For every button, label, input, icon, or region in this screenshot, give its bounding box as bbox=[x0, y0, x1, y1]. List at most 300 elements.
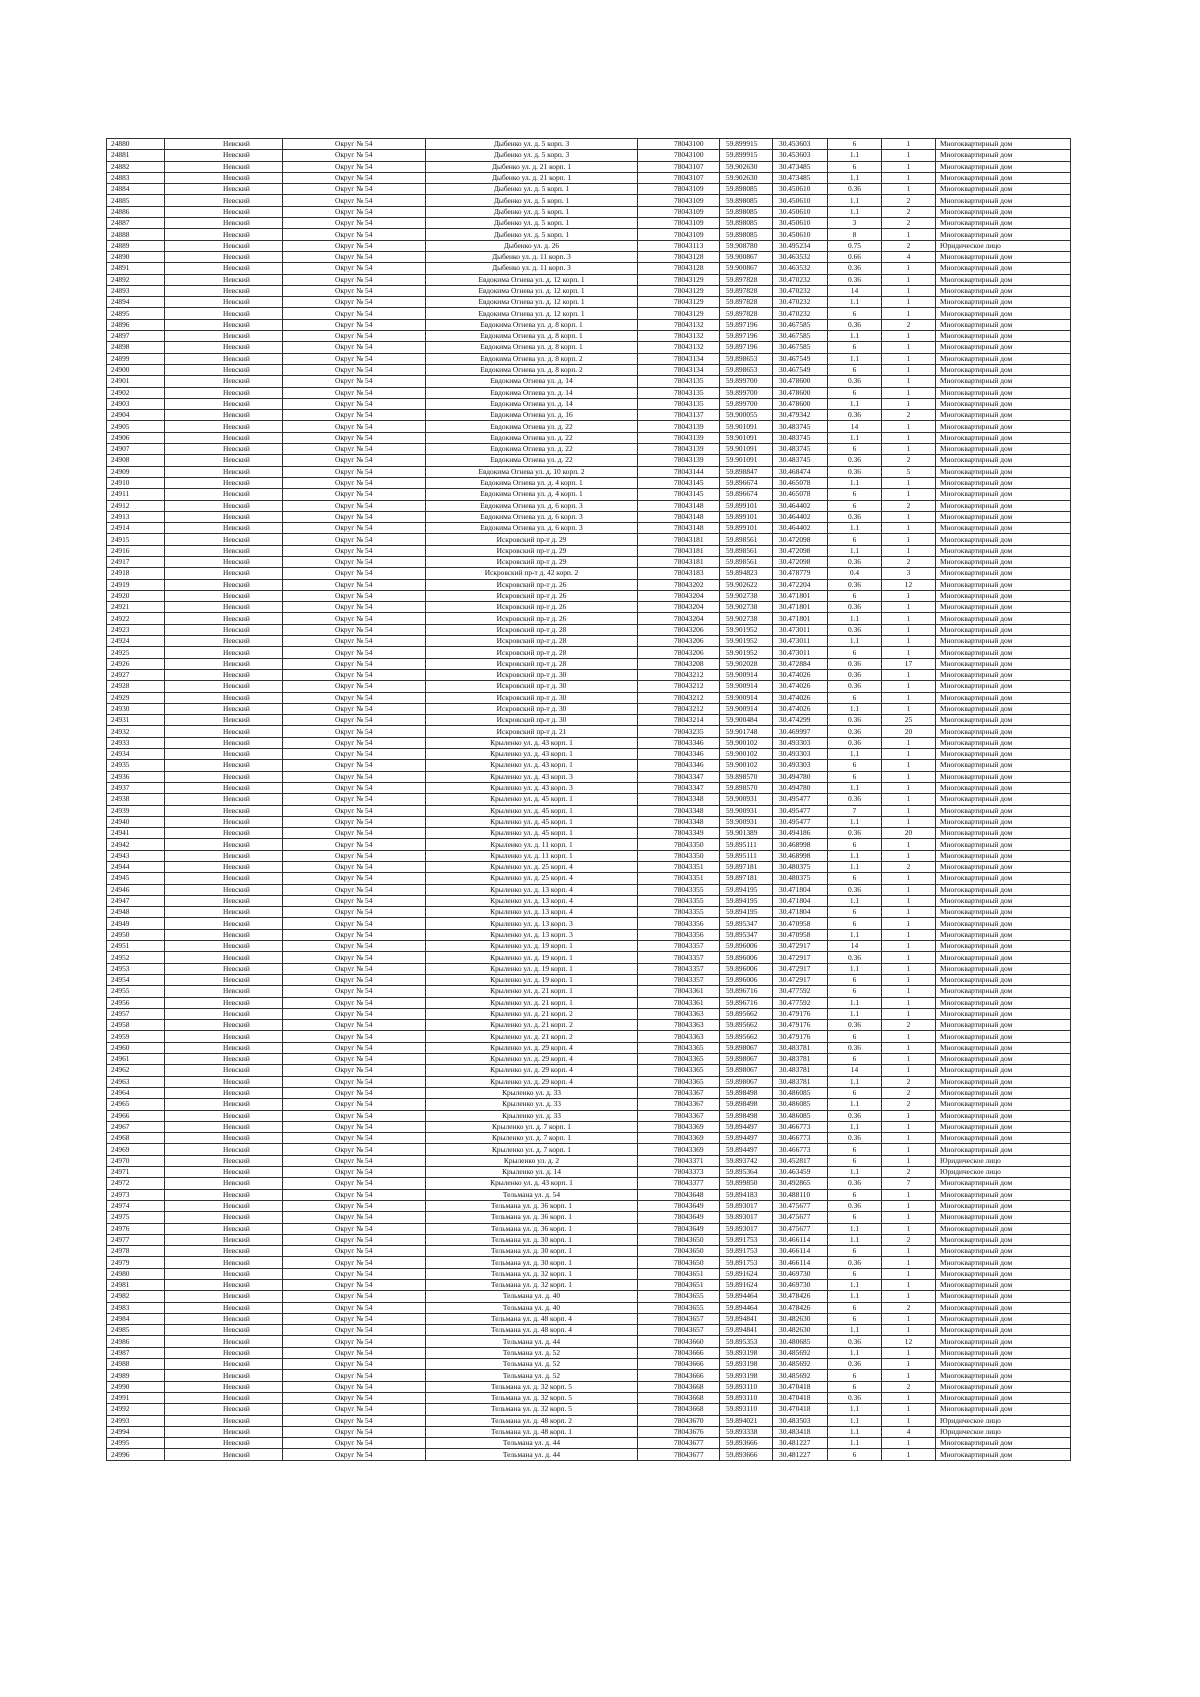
area-cell: 6 bbox=[828, 647, 882, 658]
quantity-cell: 1 bbox=[882, 602, 936, 613]
okrug-cell: Округ № 54 bbox=[283, 1200, 426, 1211]
latitude-cell: 59.901952 bbox=[720, 636, 773, 647]
area-cell: 1.1 bbox=[828, 636, 882, 647]
code-cell: 78043365 bbox=[638, 1042, 720, 1053]
okrug-cell: Округ № 54 bbox=[283, 466, 426, 477]
object-type-cell: Многоквартирный дом bbox=[936, 794, 1071, 805]
code-cell: 78043346 bbox=[638, 760, 720, 771]
district-cell: Невский bbox=[165, 161, 283, 172]
row-number-cell: 24928 bbox=[107, 681, 165, 692]
row-number-cell: 24992 bbox=[107, 1404, 165, 1415]
row-number-cell: 24961 bbox=[107, 1054, 165, 1065]
table-row bbox=[107, 1234, 1071, 1245]
object-type-cell: Многоквартирный дом bbox=[936, 251, 1071, 262]
district-cell: Невский bbox=[165, 726, 283, 737]
table-row bbox=[107, 1178, 1071, 1189]
area-cell: 1.1 bbox=[828, 1438, 882, 1449]
area-cell: 6 bbox=[828, 534, 882, 545]
table-row bbox=[107, 1099, 1071, 1110]
okrug-cell: Округ № 54 bbox=[283, 1087, 426, 1098]
quantity-cell: 1 bbox=[882, 511, 936, 522]
area-cell: 1.1 bbox=[828, 1291, 882, 1302]
row-number-cell: 24891 bbox=[107, 263, 165, 274]
okrug-cell: Округ № 54 bbox=[283, 172, 426, 183]
longitude-cell: 30.464402 bbox=[773, 523, 828, 534]
area-cell: 0.36 bbox=[828, 1133, 882, 1144]
table-row bbox=[107, 1189, 1071, 1200]
okrug-cell: Округ № 54 bbox=[283, 1020, 426, 1031]
latitude-cell: 59.893666 bbox=[720, 1449, 773, 1460]
address-cell: Искровский пр-т д. 29 bbox=[426, 534, 638, 545]
district-cell: Невский bbox=[165, 895, 283, 906]
okrug-cell: Округ № 54 bbox=[283, 263, 426, 274]
address-cell: Дыбенко ул. д. 5 корп. 3 bbox=[426, 139, 638, 150]
district-cell: Невский bbox=[165, 1099, 283, 1110]
quantity-cell: 1 bbox=[882, 150, 936, 161]
row-number-cell: 24899 bbox=[107, 353, 165, 364]
address-cell: Дыбенко ул. д. 5 корп. 1 bbox=[426, 218, 638, 229]
quantity-cell: 1 bbox=[882, 331, 936, 342]
latitude-cell: 59.897181 bbox=[720, 862, 773, 873]
address-cell: Крыленко ул. д. 11 корп. 1 bbox=[426, 839, 638, 850]
okrug-cell: Округ № 54 bbox=[283, 444, 426, 455]
latitude-cell: 59.898085 bbox=[720, 184, 773, 195]
code-cell: 78043145 bbox=[638, 477, 720, 488]
object-type-cell: Многоквартирный дом bbox=[936, 986, 1071, 997]
latitude-cell: 59.898498 bbox=[720, 1099, 773, 1110]
area-cell: 6 bbox=[828, 387, 882, 398]
code-cell: 78043113 bbox=[638, 240, 720, 251]
quantity-cell: 1 bbox=[882, 952, 936, 963]
address-cell: Тельмана ул. д. 36 корп. 1 bbox=[426, 1212, 638, 1223]
table-row bbox=[107, 1212, 1071, 1223]
longitude-cell: 30.494186 bbox=[773, 828, 828, 839]
longitude-cell: 30.486085 bbox=[773, 1087, 828, 1098]
longitude-cell: 30.483781 bbox=[773, 1054, 828, 1065]
table-row bbox=[107, 1133, 1071, 1144]
row-number-cell: 24957 bbox=[107, 1008, 165, 1019]
latitude-cell: 59.893017 bbox=[720, 1212, 773, 1223]
row-number-cell: 24994 bbox=[107, 1426, 165, 1437]
quantity-cell: 1 bbox=[882, 523, 936, 534]
object-type-cell: Многоквартирный дом bbox=[936, 195, 1071, 206]
table-row bbox=[107, 251, 1071, 262]
district-cell: Невский bbox=[165, 805, 283, 816]
table-row bbox=[107, 364, 1071, 375]
area-cell: 1.1 bbox=[828, 862, 882, 873]
row-number-cell: 24907 bbox=[107, 444, 165, 455]
object-type-cell: Многоквартирный дом bbox=[936, 364, 1071, 375]
code-cell: 78043649 bbox=[638, 1200, 720, 1211]
object-type-cell: Многоквартирный дом bbox=[936, 150, 1071, 161]
address-cell: Крыленко ул. д. 2 bbox=[426, 1155, 638, 1166]
object-type-cell: Многоквартирный дом bbox=[936, 556, 1071, 567]
address-cell: Крыленко ул. д. 11 корп. 1 bbox=[426, 850, 638, 861]
code-cell: 78043135 bbox=[638, 398, 720, 409]
district-cell: Невский bbox=[165, 703, 283, 714]
row-number-cell: 24963 bbox=[107, 1076, 165, 1087]
okrug-cell: Округ № 54 bbox=[283, 1155, 426, 1166]
okrug-cell: Округ № 54 bbox=[283, 1359, 426, 1370]
code-cell: 78043212 bbox=[638, 669, 720, 680]
district-cell: Невский bbox=[165, 636, 283, 647]
quantity-cell: 1 bbox=[882, 353, 936, 364]
row-number-cell: 24919 bbox=[107, 579, 165, 590]
longitude-cell: 30.483745 bbox=[773, 455, 828, 466]
object-type-cell: Многоквартирный дом bbox=[936, 421, 1071, 432]
district-cell: Невский bbox=[165, 568, 283, 579]
latitude-cell: 59.895111 bbox=[720, 839, 773, 850]
okrug-cell: Округ № 54 bbox=[283, 986, 426, 997]
quantity-cell: 1 bbox=[882, 782, 936, 793]
row-number-cell: 24893 bbox=[107, 285, 165, 296]
row-number-cell: 24885 bbox=[107, 195, 165, 206]
area-cell: 1.1 bbox=[828, 816, 882, 827]
area-cell: 1.1 bbox=[828, 895, 882, 906]
object-type-cell: Многоквартирный дом bbox=[936, 263, 1071, 274]
object-type-cell: Многоквартирный дом bbox=[936, 1054, 1071, 1065]
area-cell: 6 bbox=[828, 1381, 882, 1392]
latitude-cell: 59.899915 bbox=[720, 150, 773, 161]
okrug-cell: Округ № 54 bbox=[283, 511, 426, 522]
object-type-cell: Многоквартирный дом bbox=[936, 1133, 1071, 1144]
row-number-cell: 24983 bbox=[107, 1302, 165, 1313]
row-number-cell: 24927 bbox=[107, 669, 165, 680]
area-cell: 0.36 bbox=[828, 1336, 882, 1347]
row-number-cell: 24941 bbox=[107, 828, 165, 839]
area-cell: 0.36 bbox=[828, 1359, 882, 1370]
okrug-cell: Округ № 54 bbox=[283, 1404, 426, 1415]
object-type-cell: Многоквартирный дом bbox=[936, 963, 1071, 974]
latitude-cell: 59.895364 bbox=[720, 1167, 773, 1178]
district-cell: Невский bbox=[165, 1325, 283, 1336]
address-cell: Крыленко ул. д. 13 корп. 3 bbox=[426, 929, 638, 940]
longitude-cell: 30.450610 bbox=[773, 195, 828, 206]
longitude-cell: 30.450610 bbox=[773, 184, 828, 195]
address-cell: Евдокима Огнева ул. д. 12 корп. 1 bbox=[426, 297, 638, 308]
area-cell: 0.4 bbox=[828, 568, 882, 579]
latitude-cell: 59.897196 bbox=[720, 319, 773, 330]
row-number-cell: 24898 bbox=[107, 342, 165, 353]
table-row bbox=[107, 161, 1071, 172]
longitude-cell: 30.475677 bbox=[773, 1200, 828, 1211]
okrug-cell: Округ № 54 bbox=[283, 342, 426, 353]
address-cell: Крыленко ул. д. 13 корп. 3 bbox=[426, 918, 638, 929]
latitude-cell: 59.894497 bbox=[720, 1144, 773, 1155]
quantity-cell: 1 bbox=[882, 444, 936, 455]
table-row bbox=[107, 139, 1071, 150]
latitude-cell: 59.893198 bbox=[720, 1359, 773, 1370]
object-type-cell: Многоквартирный дом bbox=[936, 681, 1071, 692]
district-cell: Невский bbox=[165, 500, 283, 511]
district-cell: Невский bbox=[165, 1415, 283, 1426]
row-number-cell: 24962 bbox=[107, 1065, 165, 1076]
latitude-cell: 59.894195 bbox=[720, 895, 773, 906]
table-row bbox=[107, 568, 1071, 579]
area-cell: 0.36 bbox=[828, 602, 882, 613]
table-row bbox=[107, 477, 1071, 488]
longitude-cell: 30.479176 bbox=[773, 1008, 828, 1019]
table-row bbox=[107, 669, 1071, 680]
address-cell: Дыбенко ул. д. 5 корп. 1 bbox=[426, 195, 638, 206]
code-cell: 78043148 bbox=[638, 511, 720, 522]
longitude-cell: 30.468998 bbox=[773, 839, 828, 850]
quantity-cell: 2 bbox=[882, 218, 936, 229]
code-cell: 78043107 bbox=[638, 172, 720, 183]
code-cell: 78043202 bbox=[638, 579, 720, 590]
row-number-cell: 24977 bbox=[107, 1234, 165, 1245]
latitude-cell: 59.893338 bbox=[720, 1426, 773, 1437]
quantity-cell: 1 bbox=[882, 1404, 936, 1415]
longitude-cell: 30.493303 bbox=[773, 749, 828, 760]
okrug-cell: Округ № 54 bbox=[283, 139, 426, 150]
latitude-cell: 59.897828 bbox=[720, 274, 773, 285]
table-row bbox=[107, 1381, 1071, 1392]
okrug-cell: Округ № 54 bbox=[283, 1438, 426, 1449]
latitude-cell: 59.898067 bbox=[720, 1042, 773, 1053]
row-number-cell: 24951 bbox=[107, 941, 165, 952]
address-cell: Крыленко ул. д. 21 корп. 2 bbox=[426, 1031, 638, 1042]
area-cell: 6 bbox=[828, 364, 882, 375]
latitude-cell: 59.891753 bbox=[720, 1246, 773, 1257]
address-cell: Крыленко ул. д. 33 bbox=[426, 1110, 638, 1121]
object-type-cell: Многоквартирный дом bbox=[936, 602, 1071, 613]
district-cell: Невский bbox=[165, 1234, 283, 1245]
quantity-cell: 20 bbox=[882, 828, 936, 839]
district-cell: Невский bbox=[165, 455, 283, 466]
longitude-cell: 30.469997 bbox=[773, 726, 828, 737]
latitude-cell: 59.901952 bbox=[720, 624, 773, 635]
longitude-cell: 30.469730 bbox=[773, 1268, 828, 1279]
object-type-cell: Многоквартирный дом bbox=[936, 1234, 1071, 1245]
latitude-cell: 59.893110 bbox=[720, 1404, 773, 1415]
table-row bbox=[107, 297, 1071, 308]
object-type-cell: Многоквартирный дом bbox=[936, 342, 1071, 353]
address-cell: Крыленко ул. д. 14 bbox=[426, 1167, 638, 1178]
okrug-cell: Округ № 54 bbox=[283, 1313, 426, 1324]
quantity-cell: 7 bbox=[882, 1178, 936, 1189]
okrug-cell: Округ № 54 bbox=[283, 432, 426, 443]
quantity-cell: 1 bbox=[882, 376, 936, 387]
longitude-cell: 30.463532 bbox=[773, 263, 828, 274]
area-cell: 1.1 bbox=[828, 523, 882, 534]
table-row bbox=[107, 862, 1071, 873]
latitude-cell: 59.899101 bbox=[720, 523, 773, 534]
row-number-cell: 24935 bbox=[107, 760, 165, 771]
object-type-cell: Многоквартирный дом bbox=[936, 1212, 1071, 1223]
latitude-cell: 59.897828 bbox=[720, 285, 773, 296]
okrug-cell: Округ № 54 bbox=[283, 229, 426, 240]
table-row bbox=[107, 523, 1071, 534]
district-cell: Невский bbox=[165, 1257, 283, 1268]
table-row bbox=[107, 534, 1071, 545]
row-number-cell: 24908 bbox=[107, 455, 165, 466]
longitude-cell: 30.478426 bbox=[773, 1291, 828, 1302]
longitude-cell: 30.472098 bbox=[773, 545, 828, 556]
area-cell: 1.1 bbox=[828, 432, 882, 443]
quantity-cell: 1 bbox=[882, 850, 936, 861]
okrug-cell: Округ № 54 bbox=[283, 1325, 426, 1336]
object-type-cell: Многоквартирный дом bbox=[936, 1065, 1071, 1076]
district-cell: Невский bbox=[165, 613, 283, 624]
row-number-cell: 24888 bbox=[107, 229, 165, 240]
district-cell: Невский bbox=[165, 331, 283, 342]
area-cell: 0.36 bbox=[828, 737, 882, 748]
okrug-cell: Округ № 54 bbox=[283, 1065, 426, 1076]
quantity-cell: 1 bbox=[882, 647, 936, 658]
area-cell: 6 bbox=[828, 760, 882, 771]
address-cell: Тельмана ул. д. 44 bbox=[426, 1438, 638, 1449]
address-cell: Крыленко ул. д. 25 корп. 4 bbox=[426, 873, 638, 884]
okrug-cell: Округ № 54 bbox=[283, 1302, 426, 1313]
quantity-cell: 1 bbox=[882, 1325, 936, 1336]
code-cell: 78043357 bbox=[638, 941, 720, 952]
quantity-cell: 1 bbox=[882, 1133, 936, 1144]
area-cell: 6 bbox=[828, 161, 882, 172]
code-cell: 78043363 bbox=[638, 1020, 720, 1031]
latitude-cell: 59.900914 bbox=[720, 692, 773, 703]
latitude-cell: 59.902630 bbox=[720, 161, 773, 172]
row-number-cell: 24916 bbox=[107, 545, 165, 556]
district-cell: Невский bbox=[165, 308, 283, 319]
table-row bbox=[107, 884, 1071, 895]
longitude-cell: 30.473485 bbox=[773, 161, 828, 172]
area-cell: 1.1 bbox=[828, 613, 882, 624]
row-number-cell: 24995 bbox=[107, 1438, 165, 1449]
row-number-cell: 24948 bbox=[107, 907, 165, 918]
latitude-cell: 59.900867 bbox=[720, 251, 773, 262]
code-cell: 78043650 bbox=[638, 1246, 720, 1257]
object-type-cell: Многоквартирный дом bbox=[936, 319, 1071, 330]
row-number-cell: 24990 bbox=[107, 1381, 165, 1392]
object-type-cell: Многоквартирный дом bbox=[936, 206, 1071, 217]
longitude-cell: 30.478600 bbox=[773, 376, 828, 387]
code-cell: 78043212 bbox=[638, 692, 720, 703]
longitude-cell: 30.467549 bbox=[773, 353, 828, 364]
latitude-cell: 59.900914 bbox=[720, 703, 773, 714]
district-cell: Невский bbox=[165, 1008, 283, 1019]
okrug-cell: Округ № 54 bbox=[283, 353, 426, 364]
area-cell: 0.36 bbox=[828, 455, 882, 466]
address-cell: Крыленко ул. д. 43 корп. 3 bbox=[426, 782, 638, 793]
okrug-cell: Округ № 54 bbox=[283, 1099, 426, 1110]
code-cell: 78043208 bbox=[638, 658, 720, 669]
code-cell: 78043109 bbox=[638, 195, 720, 206]
district-cell: Невский bbox=[165, 353, 283, 364]
row-number-cell: 24915 bbox=[107, 534, 165, 545]
table-row bbox=[107, 974, 1071, 985]
district-cell: Невский bbox=[165, 1336, 283, 1347]
quantity-cell: 1 bbox=[882, 929, 936, 940]
object-type-cell: Многоквартирный дом bbox=[936, 218, 1071, 229]
quantity-cell: 1 bbox=[882, 884, 936, 895]
code-cell: 78043369 bbox=[638, 1121, 720, 1132]
area-cell: 0.36 bbox=[828, 715, 882, 726]
okrug-cell: Округ № 54 bbox=[283, 952, 426, 963]
table-row bbox=[107, 658, 1071, 669]
longitude-cell: 30.470418 bbox=[773, 1381, 828, 1392]
latitude-cell: 59.891753 bbox=[720, 1234, 773, 1245]
row-number-cell: 24897 bbox=[107, 331, 165, 342]
latitude-cell: 59.896716 bbox=[720, 986, 773, 997]
row-number-cell: 24939 bbox=[107, 805, 165, 816]
object-type-cell: Многоквартирный дом bbox=[936, 1110, 1071, 1121]
district-cell: Невский bbox=[165, 1133, 283, 1144]
row-number-cell: 24965 bbox=[107, 1099, 165, 1110]
address-cell: Евдокима Огнева ул. д. 4 корп. 1 bbox=[426, 477, 638, 488]
quantity-cell: 1 bbox=[882, 477, 936, 488]
object-type-cell: Юридическое лицо bbox=[936, 1415, 1071, 1426]
quantity-cell: 2 bbox=[882, 500, 936, 511]
row-number-cell: 24968 bbox=[107, 1133, 165, 1144]
object-type-cell: Многоквартирный дом bbox=[936, 1200, 1071, 1211]
row-number-cell: 24920 bbox=[107, 590, 165, 601]
district-cell: Невский bbox=[165, 1381, 283, 1392]
latitude-cell: 59.894183 bbox=[720, 1189, 773, 1200]
object-type-cell: Многоквартирный дом bbox=[936, 285, 1071, 296]
area-cell: 6 bbox=[828, 974, 882, 985]
code-cell: 78043657 bbox=[638, 1313, 720, 1324]
longitude-cell: 30.464402 bbox=[773, 500, 828, 511]
address-cell: Крыленко ул. д. 13 корп. 4 bbox=[426, 907, 638, 918]
code-cell: 78043350 bbox=[638, 850, 720, 861]
latitude-cell: 59.901748 bbox=[720, 726, 773, 737]
okrug-cell: Округ № 54 bbox=[283, 895, 426, 906]
quantity-cell: 1 bbox=[882, 184, 936, 195]
latitude-cell: 59.898085 bbox=[720, 195, 773, 206]
district-cell: Невский bbox=[165, 828, 283, 839]
latitude-cell: 59.895662 bbox=[720, 1031, 773, 1042]
latitude-cell: 59.893666 bbox=[720, 1438, 773, 1449]
latitude-cell: 59.898085 bbox=[720, 206, 773, 217]
quantity-cell: 1 bbox=[882, 974, 936, 985]
registry-table bbox=[106, 138, 1071, 1461]
latitude-cell: 59.894841 bbox=[720, 1313, 773, 1324]
longitude-cell: 30.466114 bbox=[773, 1246, 828, 1257]
object-type-cell: Многоквартирный дом bbox=[936, 161, 1071, 172]
address-cell: Тельмана ул. д. 48 корп. 2 bbox=[426, 1415, 638, 1426]
latitude-cell: 59.895347 bbox=[720, 929, 773, 940]
quantity-cell: 1 bbox=[882, 489, 936, 500]
row-number-cell: 24938 bbox=[107, 794, 165, 805]
okrug-cell: Округ № 54 bbox=[283, 692, 426, 703]
longitude-cell: 30.486085 bbox=[773, 1099, 828, 1110]
area-cell: 6 bbox=[828, 1155, 882, 1166]
table-row bbox=[107, 692, 1071, 703]
address-cell: Крыленко ул. д. 45 корп. 1 bbox=[426, 794, 638, 805]
table-row bbox=[107, 1438, 1071, 1449]
object-type-cell: Многоквартирный дом bbox=[936, 579, 1071, 590]
quantity-cell: 2 bbox=[882, 410, 936, 421]
district-cell: Невский bbox=[165, 669, 283, 680]
district-cell: Невский bbox=[165, 1155, 283, 1166]
address-cell: Евдокима Огнева ул. д. 10 корп. 2 bbox=[426, 466, 638, 477]
code-cell: 78043128 bbox=[638, 263, 720, 274]
quantity-cell: 1 bbox=[882, 590, 936, 601]
object-type-cell: Многоквартирный дом bbox=[936, 387, 1071, 398]
area-cell: 0.36 bbox=[828, 1200, 882, 1211]
area-cell: 1.1 bbox=[828, 195, 882, 206]
longitude-cell: 30.495477 bbox=[773, 816, 828, 827]
row-number-cell: 24950 bbox=[107, 929, 165, 940]
address-cell: Крыленко ул. д. 45 корп. 1 bbox=[426, 828, 638, 839]
code-cell: 78043670 bbox=[638, 1415, 720, 1426]
okrug-cell: Округ № 54 bbox=[283, 184, 426, 195]
longitude-cell: 30.472917 bbox=[773, 952, 828, 963]
code-cell: 78043649 bbox=[638, 1223, 720, 1234]
district-cell: Невский bbox=[165, 364, 283, 375]
address-cell: Тельмана ул. д. 40 bbox=[426, 1291, 638, 1302]
